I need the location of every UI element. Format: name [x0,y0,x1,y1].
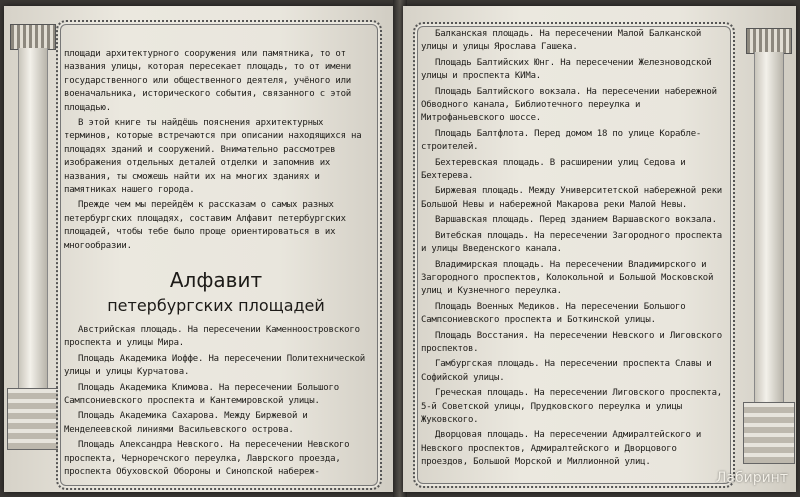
list-item: Бехтеревская площадь. В расширении улиц Седова и Бехтерева. [421,157,686,182]
list-item: Площадь Академика Климова. На пересечении Большого Сампсониевского проспекта и Кантемировской улицы. [64,382,339,407]
list-item: Площадь Балтфлота. Перед домом 18 по улице Корабле-строителей. [421,128,702,153]
alphabet-entries-left [64,324,370,481]
section-heading: Алфавит [169,268,263,292]
right-page [403,6,796,492]
list-item: Витебская площадь. На пересечении Загородного проспекта и улицы Введенского канала. [421,230,723,255]
list-item: Варшавская площадь. Перед зданием Варшавского вокзала. [435,215,717,226]
list-item: Дворцовая площадь. На пересечении Адмиралтейского и Невского проспектов, Адмиралтейского и Дворцового проездов, Большой Морской и Миллионной улиц. [421,430,702,468]
list-item: Площадь Восстания. На пересечении Невского и Лиговского проспектов. [421,330,723,354]
paragraph: Прежде чем мы перейдём к рассказам о самых разных петербургских площадях, составим Алфавит петербургских площадей, чтобы тебе было проще ориентироваться в их многообразии. [64,200,346,251]
list-item: Площадь Военных Медиков. На пересечении Большого Сампсониевского проспекта и Боткинской улицы. [421,301,686,326]
list-item: Площадь Академика Иоффе. На пересечении Политехнической улицы и улицы Курчатова. [64,353,366,378]
list-item: Гамбургская площадь. На пересечении проспекта Славы и Софийской улицы. [421,359,712,383]
list-item: Владимирская площадь. На пересечении Владимирского и Загородного проспектов, Колокольной и Большой Московской улиц и Кузнечного переулка. [421,259,714,297]
list-item: Площадь Академика Сахарова. Между Биржевой и Менделеевской линиями Васильевского острова. [64,411,308,435]
list-item: Биржевая площадь. Между Университетской набережной реки Большой Невы и набережной Макарова реки Малой Невы. [421,186,723,210]
column-base-decoration [7,388,59,450]
list-item: Греческая площадь. На пересечении Лиговского проспекта, 5-й Советской улицы, Прудковского переулка и улицы Жуковского. [421,388,723,425]
list-item: Балканская площадь. На пересечении Малой Балканской улицы и улицы Ярослава Гашека. [421,29,702,53]
column-shaft-decoration [18,48,48,388]
list-item: Площадь Балтийских Юнг. На пересечении Железноводской улицы и проспекта КИМа. [421,57,712,82]
column-shaft-decoration [754,52,784,402]
list-item: Площадь Балтийского вокзала. На пересечении набережной Обводного канала, Библиотечного переулка и Митрофаньевского шоссе. [421,86,717,124]
intro-text [64,48,370,255]
paragraph: площади архитектурного сооружения или памятника, то от названия улицы, которая пересекает площадь, то от имени государственного или общественного деятеля, учёного или военачальника, исторического события, связанного с этой площадью. [64,49,352,113]
list-item: Австрийская площадь. На пересечении Каменноостровского проспекта и улицы Мира. [64,325,360,349]
paragraph: В этой книге ты найдёшь пояснения архитектурных терминов, которые встречаются при описании находящихся на площадях зданий и сооружений. Внимательно рассмотрев изображения отдельных деталей отделки и запомнив их названия, ты сможешь найти их на многих зданиях и памятниках нашего города. [64,118,362,196]
column-capital-decoration [10,24,56,50]
column-capital-decoration [746,28,792,54]
watermark-logo: Лабиринт [715,470,788,486]
left-page [4,6,397,492]
alphabet-entries-right [421,28,725,472]
column-base-decoration [743,402,795,464]
section-subheading: петербургских площадей [107,296,325,315]
list-item: Площадь Александра Невского. На пересечении Невского проспекта, Черноречского переулка, Лаврского проезда, проспекта Обуховской Обороны и Синопской набереж- [64,440,350,478]
